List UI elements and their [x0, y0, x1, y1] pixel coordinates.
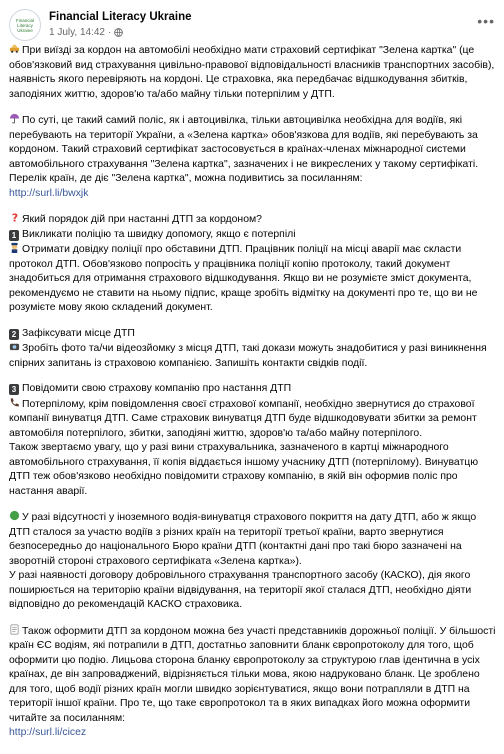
paragraph-text: Який порядок дій при настанні ДТП за кордоном? — [22, 214, 262, 225]
meta-dot: · — [107, 27, 112, 38]
phone-icon — [9, 397, 20, 408]
avatar-logo-text: Financial Literacy Ukraine — [15, 17, 34, 33]
countries-link[interactable]: http://surl.li/bwxjk — [9, 187, 89, 199]
post-body — [9, 43, 497, 741]
globe-icon — [114, 28, 123, 37]
svg-text:?: ? — [11, 212, 19, 223]
paragraph-policy — [9, 113, 497, 201]
avatar[interactable] — [9, 9, 41, 41]
paragraph-step-3 — [9, 382, 497, 499]
camera-icon — [9, 341, 20, 352]
europrotocol-link[interactable]: http://surl.li/cicez — [9, 727, 87, 738]
paragraph-step-2 — [9, 327, 497, 372]
question-icon — [9, 212, 20, 223]
number-3-icon: 3 — [9, 384, 19, 395]
number-2-icon: 2 — [9, 329, 19, 340]
paragraph-intro — [9, 43, 497, 102]
number-1-icon: 1 — [9, 230, 19, 241]
green-circle-icon — [9, 510, 20, 521]
document-icon — [9, 624, 20, 635]
author-name[interactable]: Financial Literacy Ukraine — [49, 11, 192, 23]
more-options-icon[interactable]: ••• — [477, 13, 495, 29]
step-title: Викликати поліцію та швидку допомогу, якщо є потерпілі — [22, 228, 296, 240]
paragraph-text: По суті, це такий самий поліс, як і автоцивілка, тільки автоцивілка необхідна для водіїв, які перебувають на території України, а «Зелена картка» обов'язкова для водіїв, які перебувають за кордоном. Такий страховий сертифікат застосовується в країнах-членах міжнародної системи автомобільного страхування "Зелена картка", зазначених і не викреслених у такому сертифікаті. Перелік країн, де діє "Зелена картка", можна подивитись за посиланням: — [9, 115, 479, 184]
paragraph-text: Отримати довідку поліції про обставини ДТП. Працівник поліції на місці аварії має скласти протокол ДТП. Обов'язково попросіть у працівника поліції копію протоколу, такий документ знадобиться для отримання страхового відшкодування. Якщо ви не розумієте зміст документа, рекомендуємо не ставити на ньому підпис, краще зробіть відмітку на документі про те, що ви не розумієте мову якою складений документ. — [9, 244, 478, 313]
umbrella-icon — [9, 113, 20, 124]
paragraph-text: Також звертаємо увагу, що у разі вини страхувальника, зазначеного в картці міжнародного автомобільного страхування, її копія віддається іншому учаснику ДТП (потерпілому). Винуватцю ДТП теж обов'язково необхідно повідомити страхову компанію, в якій він оформив поліс про настання аварії. — [9, 442, 479, 497]
post-meta — [49, 27, 123, 38]
paragraph-steps — [9, 212, 497, 316]
paragraph-text: У разі відсутності у іноземного водія-винуватця страхового покриття на дату ДТП, або ж якщо ДТП сталося за участю водіїв з різних країн на території третьої країни, варто звернутися безпосередньо до національного Бюро країни ДТП (контактні дані про такі бюро зазначені на зворотній стороні страхового сертифіката «Зелена картка»). — [9, 512, 477, 567]
paragraph-text: При виїзді за кордон на автомобілі необхідно мати страховий сертифікат "Зелена картка" (це обов'язковий вид страхування цивільно-правової відповідальності власників транспортних засобів), наявність якого перевіряють на кордоні. Це страховка, яка передбачає відшкодування збитків, заподіяних життю, здоров'ю та/або майну тільки потерпілим у ДТП. — [9, 45, 495, 100]
step-title: Зафіксувати місце ДТП — [22, 327, 135, 339]
post-header — [9, 9, 495, 41]
car-icon — [9, 43, 20, 54]
paragraph-text: Потерпілому, крім повідомлення своєї страхової компанії, необхідно звернутися до страхової компанії винуватця ДТП. Саме страховик винуватця ДТП буде відшкодовувати збитки за ремонт автомобіля потерпілого, збитки, заподіяні життю, здоров'ю та/або майну потерпілого. — [9, 398, 477, 439]
paragraph-text: У разі наявності договору добровільного страхування транспортного засобу (КАСКО), дія якого поширюється на територію країни відвідування, на території якої сталася ДТП, необхідно діяти відповідно до рекомендацій КАСКО страховика. — [9, 570, 472, 610]
paragraph-no-coverage — [9, 510, 497, 613]
paragraph-europrotocol — [9, 624, 497, 741]
paragraph-text: Зробіть фото та/чи відеозйомку з місця ДТП, такі докази можуть знадобитися у разі виникнення спірних запитань із страховою компанією. Запишіть контакти свідків події. — [9, 343, 487, 369]
police-icon — [9, 242, 20, 253]
post-date[interactable]: 1 July, 14:42 — [49, 27, 105, 38]
paragraph-text: Також оформити ДТП за кордоном можна без участі представників дорожньої поліції. У більшості країн ЄС водіям, які потрапили в ДТП, достатньо заповнити бланк європротоколу для того, щоб оформити цю подію. Лицьова сторона бланку європротоколу за структурою глав ідентична в усіх країнах, де він запроваджений, відрізняється тільки мова, якою надруковано бланк. Це зроблено для того, щоб водії різних країн могли швидко зорієнтуватися, якщо вони потрапляли в ДТП на території іншої країни. Про те, що таке європротокол та в яких випадках його можна оформити читайте за посиланням: — [9, 625, 496, 724]
step-title: Повідомити свою страхову компанію про настання ДТП — [22, 383, 292, 394]
